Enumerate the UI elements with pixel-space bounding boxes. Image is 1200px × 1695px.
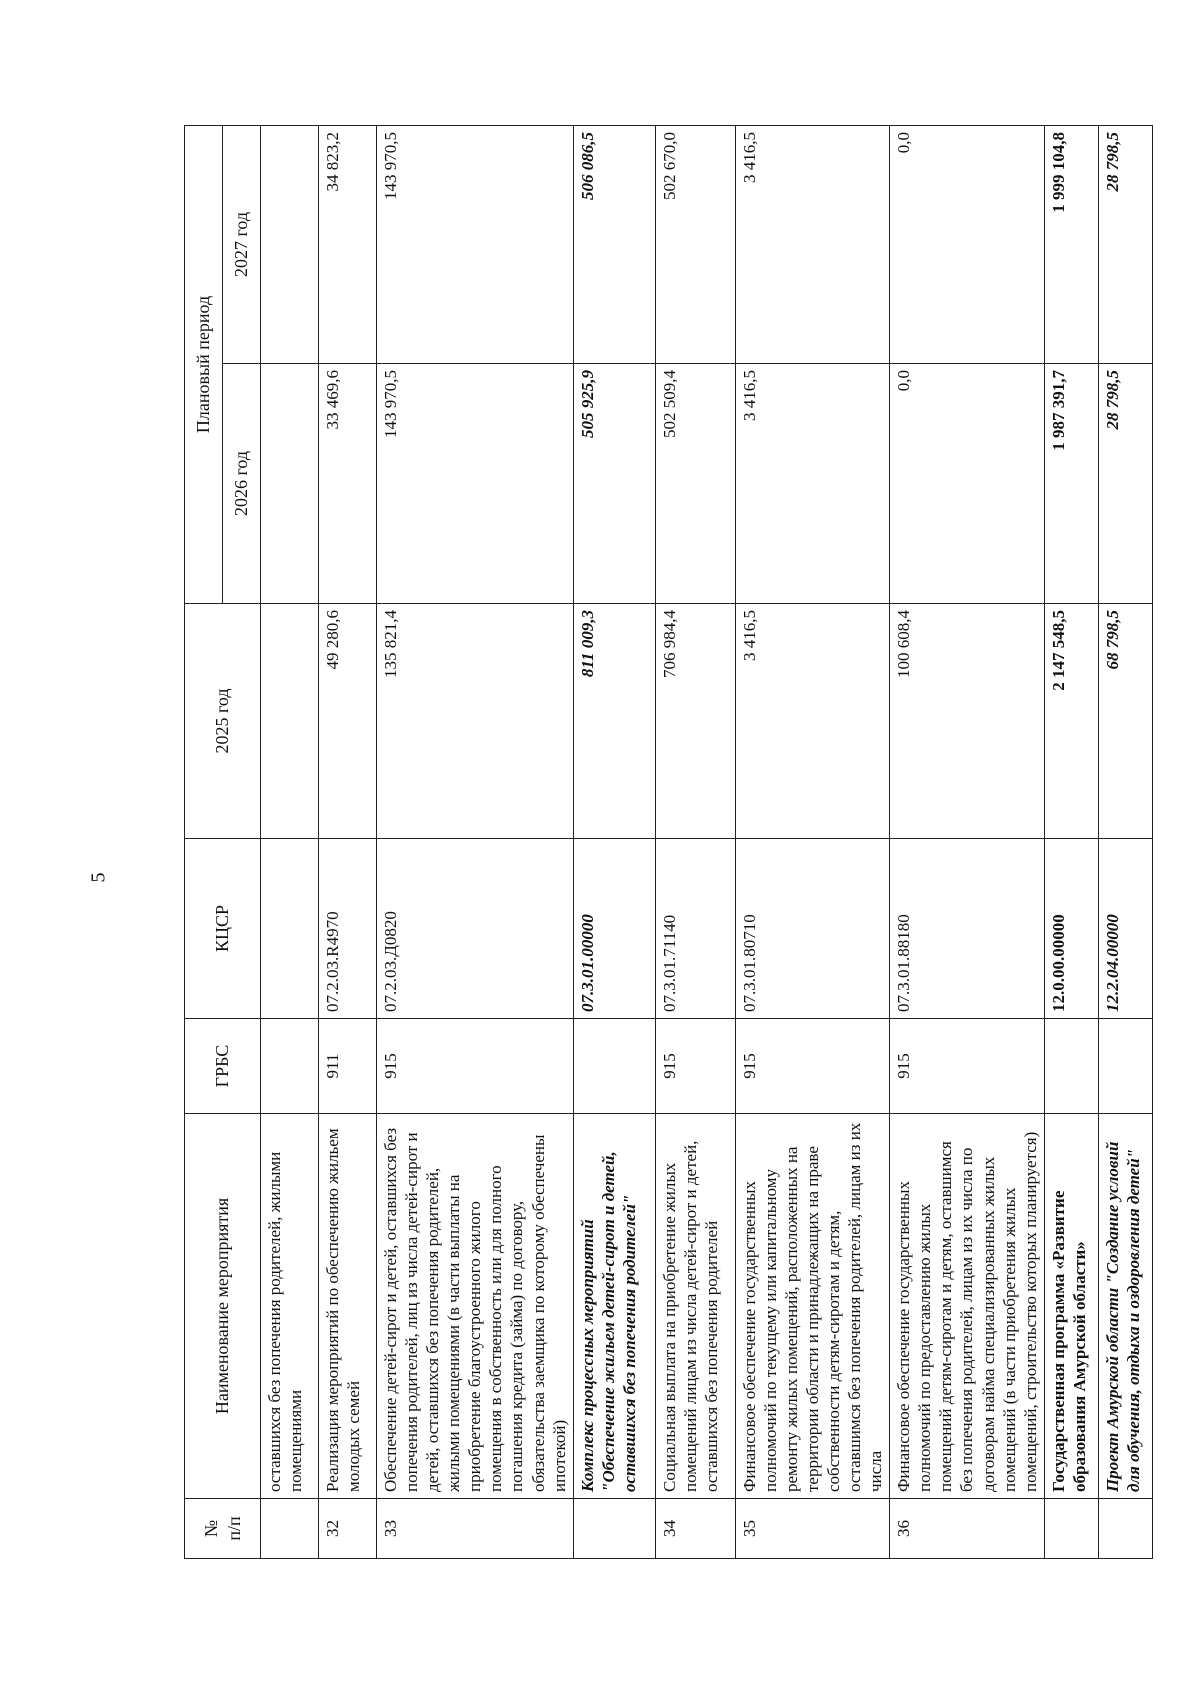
row-number [573, 1499, 655, 1559]
header-grbs: ГРБС [185, 1019, 261, 1114]
row-kcsr: 12.0.00.00000 [1044, 839, 1098, 1019]
row-value-2026: 502 509,4 [655, 364, 735, 604]
row-value-2025: 135 821,4 [377, 604, 574, 839]
row-number: 32 [319, 1499, 377, 1559]
row-value-2026: 143 970,5 [377, 364, 574, 604]
row-value-2026 [261, 364, 319, 604]
row-value-2027: 1 999 104,8 [1044, 125, 1098, 363]
row-name: Комплекс процессных мероприятий "Обеспечение жильем детей-сирот и детей, оставшихся без попечения родителей" [573, 1114, 655, 1499]
row-value-2027: 506 086,5 [573, 125, 655, 363]
row-name: оставшихся без попечения родителей, жилыми помещениями [261, 1114, 319, 1499]
row-name: Государственная программа «Развитие образования Амурской области» [1044, 1114, 1098, 1499]
row-kcsr: 07.3.01.71140 [655, 839, 735, 1019]
header-name: Наименование мероприятия [185, 1114, 261, 1499]
row-value-2027 [261, 125, 319, 363]
row-kcsr: 07.3.01.80710 [735, 839, 890, 1019]
table-row [573, 125, 655, 1558]
table-row [1044, 125, 1098, 1558]
row-grbs: 915 [735, 1019, 890, 1114]
header-2026: 2026 год [223, 364, 261, 604]
row-value-2026: 33 469,6 [319, 364, 377, 604]
row-value-2026: 505 925,9 [573, 364, 655, 604]
table-row [655, 125, 735, 1558]
table-row [735, 125, 890, 1558]
header-2025: 2025 год [185, 604, 261, 839]
row-value-2026: 3 416,5 [735, 364, 890, 604]
row-value-2025: 811 009,3 [573, 604, 655, 839]
row-value-2027: 34 823,2 [319, 125, 377, 363]
table-row [890, 125, 1045, 1558]
row-value-2027: 502 670,0 [655, 125, 735, 363]
row-grbs: 915 [890, 1019, 1045, 1114]
budget-table [184, 125, 1153, 1559]
row-grbs [261, 1019, 319, 1114]
row-grbs [573, 1019, 655, 1114]
row-value-2025: 49 280,6 [319, 604, 377, 839]
row-kcsr: 07.3.01.88180 [890, 839, 1045, 1019]
header-num: № п/п [185, 1499, 261, 1559]
header-planned: Плановый период [185, 125, 223, 603]
row-value-2026: 28 798,5 [1098, 364, 1152, 604]
table-row [377, 125, 574, 1558]
table-body [261, 125, 1153, 1558]
row-name: Обеспечение детей-сирот и детей, оставшихся без попечения родителей, лиц из числа детей-сирот и детей, оставшихся без попечения родителей, жилыми помещениями (в части выплаты на приобретение благоустроенного жилого помещения в собственность или для полного погашения кредита (займа) по договору, обязательства заемщика по которому обеспечены ипотекой) [377, 1114, 574, 1499]
row-name: Проект Амурской области "Создание условий для обучения, отдыха и оздоровления детей" [1098, 1114, 1152, 1499]
row-number: 34 [655, 1499, 735, 1559]
row-value-2027: 143 970,5 [377, 125, 574, 363]
row-kcsr: 12.2.04.00000 [1098, 839, 1152, 1019]
table-row [1098, 125, 1152, 1558]
row-name: Реализация мероприятий по обеспечению жильем молодых семей [319, 1114, 377, 1499]
page-number: 5 [87, 872, 110, 883]
row-kcsr: 07.2.03.R4970 [319, 839, 377, 1019]
row-number [1098, 1499, 1152, 1559]
row-name: Социальная выплата на приобретение жилых помещений лицам из числа детей-сирот и детей, оставшихся без попечения родителей [655, 1114, 735, 1499]
row-grbs: 915 [655, 1019, 735, 1114]
row-kcsr [261, 839, 319, 1019]
table-row [261, 125, 319, 1558]
row-value-2026: 1 987 391,7 [1044, 364, 1098, 604]
row-kcsr: 07.3.01.00000 [573, 839, 655, 1019]
row-name: Финансовое обеспечение государственных полномочий по предоставлению жилых помещений детям-сиротам и детям, оставшимся без попечения родителей, лицам из их числа по договорам найма специализированных жилых помещений (в части приобретения жилых помещений, строительство которых планируется) [890, 1114, 1045, 1499]
row-grbs: 915 [377, 1019, 574, 1114]
rotated-table-container [184, 126, 1143, 1559]
row-grbs: 911 [319, 1019, 377, 1114]
row-grbs [1098, 1019, 1152, 1114]
row-number: 35 [735, 1499, 890, 1559]
row-value-2027: 0,0 [890, 125, 1045, 363]
row-value-2027: 3 416,5 [735, 125, 890, 363]
row-value-2027: 28 798,5 [1098, 125, 1152, 363]
header-2027: 2027 год [223, 125, 261, 363]
row-kcsr: 07.2.03.Д0820 [377, 839, 574, 1019]
row-number: 33 [377, 1499, 574, 1559]
row-value-2025: 100 608,4 [890, 604, 1045, 839]
row-value-2025: 68 798,5 [1098, 604, 1152, 839]
row-number [1044, 1499, 1098, 1559]
table-row [319, 125, 377, 1558]
row-value-2026: 0,0 [890, 364, 1045, 604]
row-name: Финансовое обеспечение государственных полномочий по текущему или капитальному ремонту жилых помещений, расположенных на территории области и принадлежащих на праве собственности детям-сиротам и детям, оставшимся без попечения родителей, лицам из их числа [735, 1114, 890, 1499]
row-value-2025 [261, 604, 319, 839]
row-value-2025: 3 416,5 [735, 604, 890, 839]
row-value-2025: 2 147 548,5 [1044, 604, 1098, 839]
header-kcsr: КЦСР [185, 839, 261, 1019]
row-grbs [1044, 1019, 1098, 1114]
row-number: 36 [890, 1499, 1045, 1559]
row-value-2025: 706 984,4 [655, 604, 735, 839]
row-number [261, 1499, 319, 1559]
